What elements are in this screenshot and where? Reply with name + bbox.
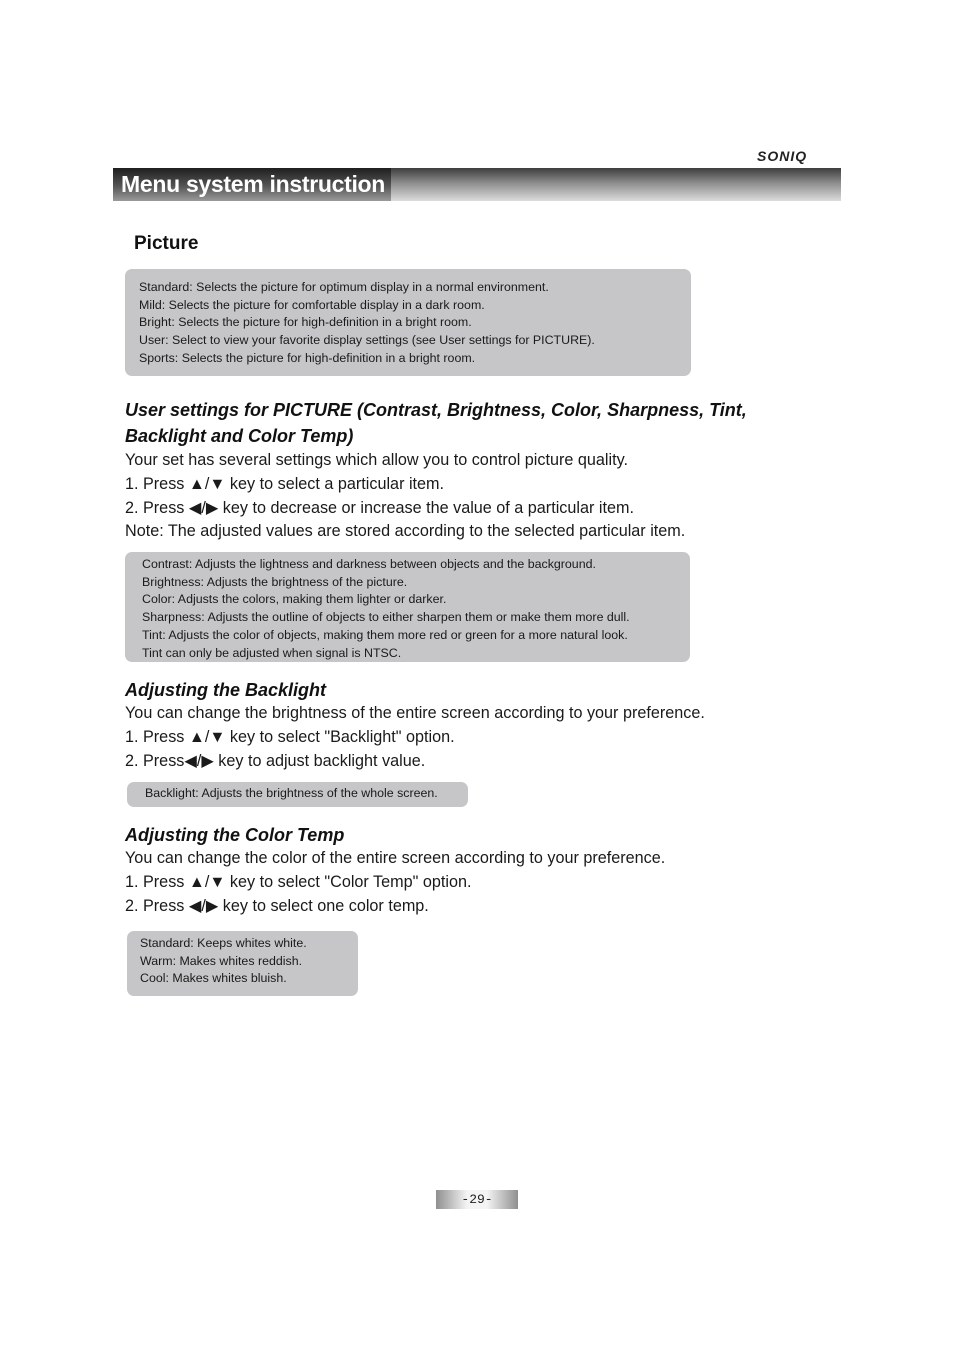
picture-title: Picture — [134, 233, 199, 254]
color-temp-step-1: 1. Press ▲/▼ key to select "Color Temp" option. — [125, 872, 472, 891]
backlight-heading: Adjusting the Backlight — [125, 680, 327, 700]
color-temp-standard: Standard: Keeps whites white. — [140, 936, 307, 950]
picture-mode-sports: Sports: Selects the picture for high-definition in a bright room. — [139, 350, 476, 365]
picture-mode-standard: Standard: Selects the picture for optimum display in a normal environment. — [139, 280, 549, 294]
user-settings-instructions — [125, 449, 685, 544]
brand-logo: SONIQ — [757, 148, 808, 164]
color-temp-heading: Adjusting the Color Temp — [125, 825, 345, 845]
backlight-note-box — [127, 782, 468, 807]
item-color: Color: Adjusts the colors, making them lighter or darker. — [142, 592, 447, 607]
item-sharpness: Sharpness: Adjusts the outline of objects to either sharpen them or make them more dull. — [142, 610, 630, 625]
backlight-instructions — [125, 702, 705, 773]
user-settings-step-2: 2. Press ◀/▶ key to decrease or increase the value of a particular item. — [125, 498, 634, 517]
user-settings-intro: Your set has several settings which allow you to control picture quality. — [125, 451, 628, 469]
color-temp-options-box — [127, 931, 358, 996]
color-temp-instructions — [125, 847, 665, 918]
user-settings-note: Note: The adjusted values are stored according to the selected particular item. — [125, 522, 686, 541]
backlight-note: Backlight: Adjusts the brightness of the whole screen. — [145, 786, 438, 800]
picture-mode-user: User: Select to view your favorite display settings (see User settings for PICTURE). — [139, 333, 595, 348]
user-settings-heading-line2: Backlight and Color Temp) — [125, 426, 354, 446]
user-settings-items-box — [125, 552, 690, 662]
item-brightness: Brightness: Adjusts the brightness of the picture. — [142, 574, 408, 589]
user-settings-heading-line1: User settings for PICTURE (Contrast, Brightness, Color, Sharpness, Tint, — [125, 400, 747, 420]
color-temp-warm: Warm: Makes whites reddish. — [140, 953, 303, 968]
user-settings-step-1: 1. Press ▲/▼ key to select a particular item. — [125, 474, 445, 493]
page-number: -29- — [436, 1190, 518, 1209]
color-temp-intro: You can change the color of the entire screen according to your preference. — [125, 849, 666, 867]
backlight-step-2: 2. Press◀/▶ key to adjust backlight value. — [125, 751, 426, 770]
backlight-intro: You can change the brightness of the entire screen according to your preference. — [125, 704, 705, 722]
picture-modes-box — [125, 269, 691, 376]
item-contrast: Contrast: Adjusts the lightness and darkness between objects and the background. — [142, 557, 596, 571]
color-temp-step-2: 2. Press ◀/▶ key to select one color temp. — [125, 896, 429, 915]
item-tint-note: Tint can only be adjusted when signal is NTSC. — [142, 645, 402, 660]
picture-mode-bright: Bright: Selects the picture for high-definition in a bright room. — [139, 315, 472, 330]
backlight-step-1: 1. Press ▲/▼ key to select "Backlight" option. — [125, 727, 455, 746]
picture-mode-mild: Mild: Selects the picture for comfortable display in a dark room. — [139, 297, 485, 312]
banner-title: Menu system instruction — [121, 171, 386, 197]
item-tint: Tint: Adjusts the color of objects, making them more red or green for a more natural look. — [142, 627, 628, 642]
color-temp-cool: Cool: Makes whites bluish. — [140, 971, 287, 986]
